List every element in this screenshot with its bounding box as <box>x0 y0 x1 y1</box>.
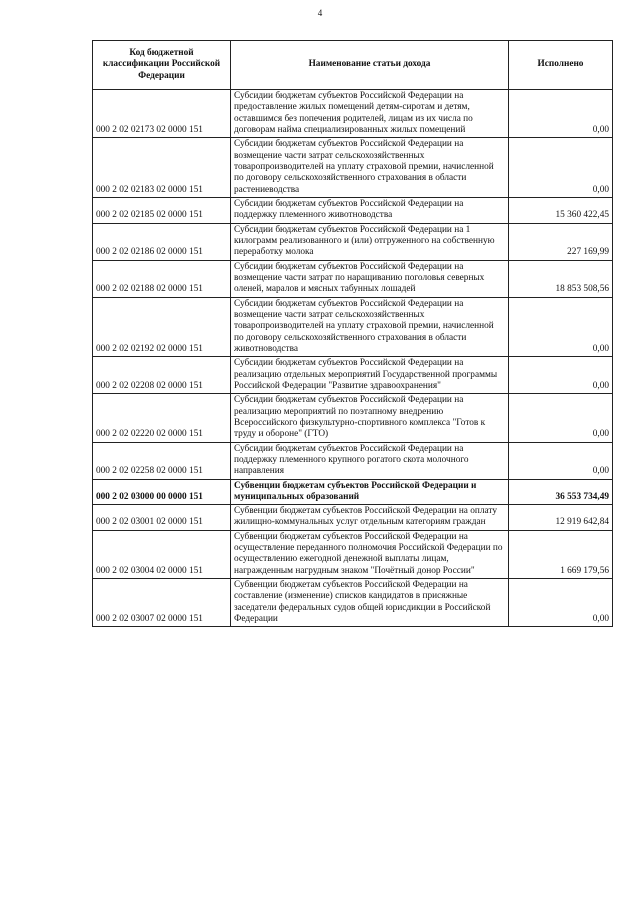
header-code: Код бюджетной классификации Российской Федерации <box>93 41 231 90</box>
table-row <box>93 530 613 578</box>
budget-code-cell: 000 2 02 03007 02 0000 151 <box>93 579 231 627</box>
revenue-name-cell: Субсидии бюджетам субъектов Российской Федерации на поддержку племенного животноводства <box>231 197 509 223</box>
budget-code-cell: 000 2 02 03004 02 0000 151 <box>93 530 231 578</box>
table-row <box>93 197 613 223</box>
table-row <box>93 297 613 357</box>
budget-code-cell: 000 2 02 03000 00 0000 151 <box>93 479 231 505</box>
revenue-name-cell: Субвенции бюджетам субъектов Российской Федерации на составление (изменение) списков кандидатов в присяжные заседатели федеральных судов общей юрисдикции в Российской Федерации <box>231 579 509 627</box>
revenue-name-cell: Субвенции бюджетам субъектов Российской Федерации и муниципальных образований <box>231 479 509 505</box>
revenue-name-cell: Субсидии бюджетам субъектов Российской Федерации на возмещение части затрат сельскохозяйственных товаропроизводителей на уплату страховой премии, начисленной по договору сельскохозяйственного страхования в области растениеводства <box>231 138 509 198</box>
executed-amount-cell: 0,00 <box>509 442 613 479</box>
budget-code-cell: 000 2 02 03001 02 0000 151 <box>93 505 231 531</box>
executed-amount-cell: 15 360 422,45 <box>509 197 613 223</box>
table-body <box>93 90 613 627</box>
revenue-name-cell: Субсидии бюджетам субъектов Российской Федерации на реализацию мероприятий по поэтапному внедрению Всероссийского физкультурно-спортивного комплекса "Готов к труду и обороне" (ГТО) <box>231 394 509 442</box>
budget-code-cell: 000 2 02 02183 02 0000 151 <box>93 138 231 198</box>
executed-amount-cell: 36 553 734,49 <box>509 479 613 505</box>
executed-amount-cell: 227 169,99 <box>509 223 613 260</box>
revenue-name-cell: Субсидии бюджетам субъектов Российской Федерации на возмещение части затрат по наращиванию поголовья северных оленей, маралов и мясных табунных лошадей <box>231 260 509 297</box>
table-row <box>93 394 613 442</box>
budget-code-cell: 000 2 02 02208 02 0000 151 <box>93 357 231 394</box>
table-row <box>93 357 613 394</box>
budget-code-cell: 000 2 02 02185 02 0000 151 <box>93 197 231 223</box>
executed-amount-cell: 0,00 <box>509 90 613 138</box>
header-row <box>93 41 613 90</box>
budget-code-cell: 000 2 02 02173 02 0000 151 <box>93 90 231 138</box>
executed-amount-cell: 0,00 <box>509 394 613 442</box>
executed-amount-cell: 18 853 508,56 <box>509 260 613 297</box>
executed-amount-cell: 0,00 <box>509 579 613 627</box>
revenue-name-cell: Субвенции бюджетам субъектов Российской Федерации на оплату жилищно-коммунальных услуг отдельным категориям граждан <box>231 505 509 531</box>
budget-code-cell: 000 2 02 02192 02 0000 151 <box>93 297 231 357</box>
table-row <box>93 442 613 479</box>
table-row <box>93 579 613 627</box>
revenue-name-cell: Субвенции бюджетам субъектов Российской Федерации на осуществление переданного полномочия Российской Федерации по осуществлению ежегодной денежной выплаты лицам, награжденным нагрудным знаком "Почётный донор России" <box>231 530 509 578</box>
table-row <box>93 505 613 531</box>
table-row <box>93 479 613 505</box>
budget-code-cell: 000 2 02 02188 02 0000 151 <box>93 260 231 297</box>
table-row <box>93 138 613 198</box>
executed-amount-cell: 0,00 <box>509 138 613 198</box>
page-number: 4 <box>317 8 323 18</box>
header-name: Наименование статьи дохода <box>231 41 509 90</box>
revenue-name-cell: Субсидии бюджетам субъектов Российской Федерации на предоставление жилых помещений детям-сиротам и детям, оставшимся без попечения родителей, лицам из их числа по договорам найма специализированных жилых помещений <box>231 90 509 138</box>
executed-amount-cell: 1 669 179,56 <box>509 530 613 578</box>
revenue-name-cell: Субсидии бюджетам субъектов Российской Федерации на реализацию отдельных мероприятий Государственной программы Российской Федерации "Развитие здравоохранения" <box>231 357 509 394</box>
table-header <box>93 41 613 90</box>
revenue-name-cell: Субсидии бюджетам субъектов Российской Федерации на возмещение части затрат сельскохозяйственных товаропроизводителей на уплату страховой премии, начисленной по договору сельскохозяйственного страхования в области животноводства <box>231 297 509 357</box>
revenue-name-cell: Субсидии бюджетам субъектов Российской Федерации на поддержку племенного крупного рогатого скота молочного направления <box>231 442 509 479</box>
budget-code-cell: 000 2 02 02186 02 0000 151 <box>93 223 231 260</box>
header-executed: Исполнено <box>509 41 613 90</box>
table-row <box>93 260 613 297</box>
budget-code-cell: 000 2 02 02258 02 0000 151 <box>93 442 231 479</box>
budget-code-cell: 000 2 02 02220 02 0000 151 <box>93 394 231 442</box>
executed-amount-cell: 0,00 <box>509 357 613 394</box>
revenue-name-cell: Субсидии бюджетам субъектов Российской Федерации на 1 килограмм реализованного и (или) отгруженного на собственную переработку молока <box>231 223 509 260</box>
table-row <box>93 223 613 260</box>
table-row <box>93 90 613 138</box>
executed-amount-cell: 0,00 <box>509 297 613 357</box>
executed-amount-cell: 12 919 642,84 <box>509 505 613 531</box>
revenue-table <box>92 40 613 627</box>
